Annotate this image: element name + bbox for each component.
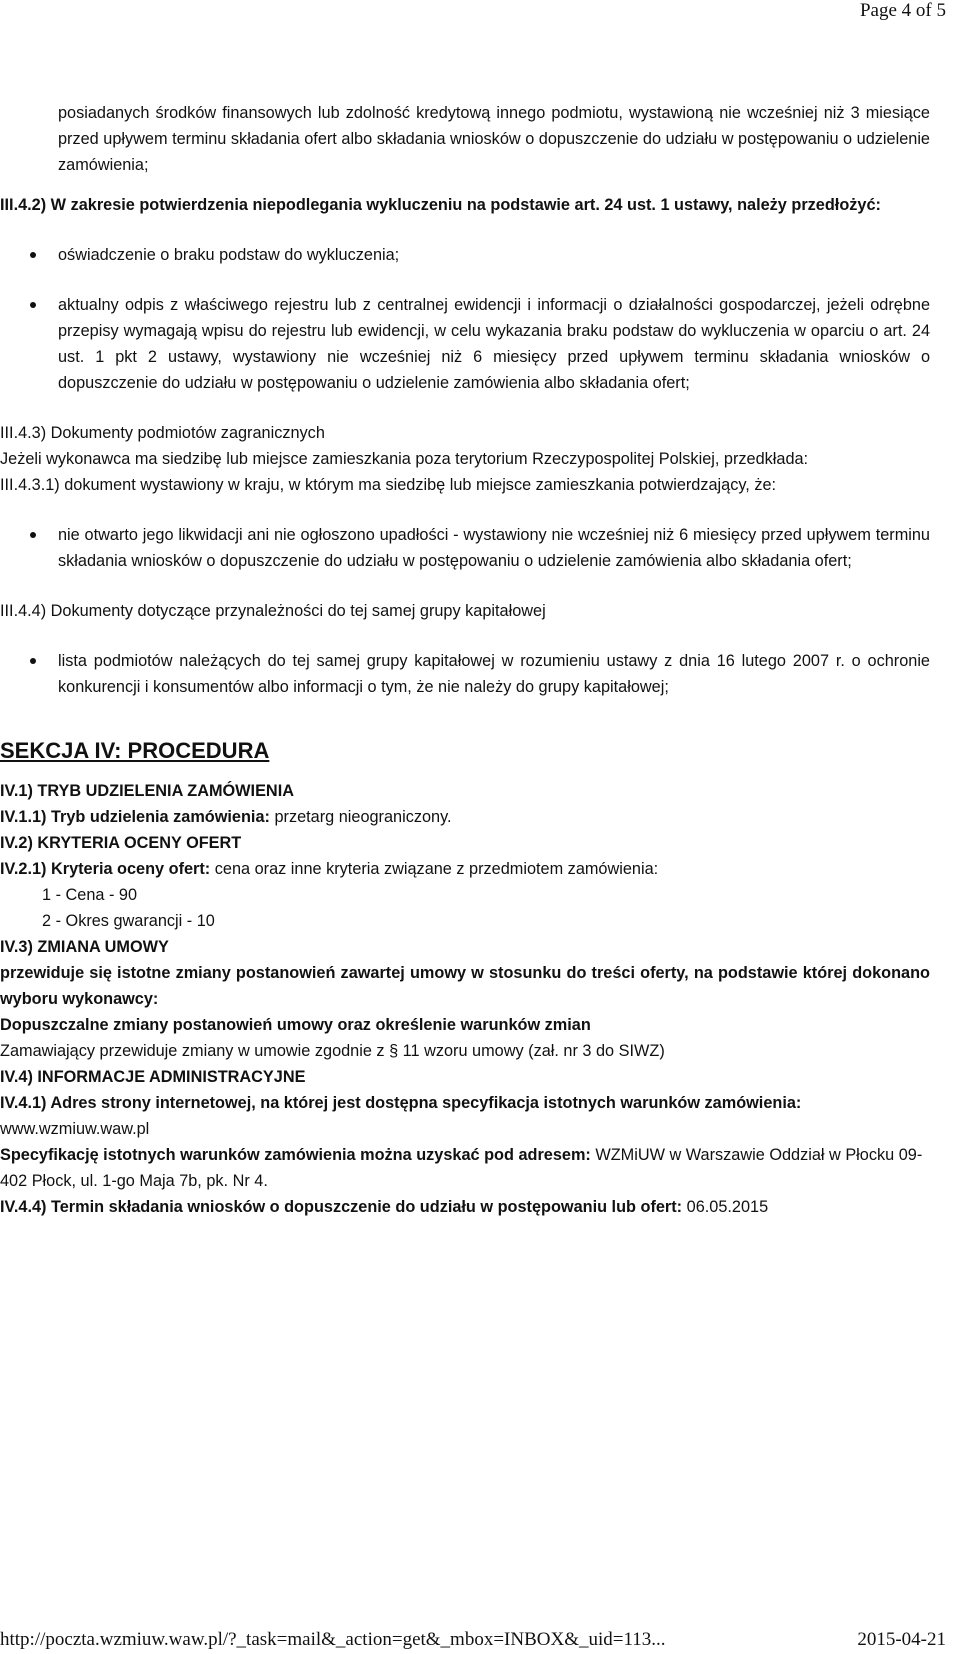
iv3-line-3: Zamawiający przewiduje zmiany w umowie zgodnie z § 11 wzoru umowy (zał. nr 3 do SIWZ) (0, 1042, 665, 1060)
iv4-heading: IV.4) INFORMACJE ADMINISTRACYJNE (0, 1068, 306, 1086)
section-3-4-2-list (0, 242, 930, 396)
list-item: oświadczenie o braku podstaw do wykluczenia; (0, 242, 930, 268)
bullet-icon (30, 658, 36, 664)
iv3-heading: IV.3) ZMIANA UMOWY (0, 938, 169, 956)
spec-address-line: Specyfikację istotnych warunków zamówienia można uzyskać pod adresem: WZMiUW w Warszawie Oddział w Płocku 09-402 Płock, ul. 1-go Maja 7b, pk. Nr 4. (0, 1146, 923, 1190)
section-3-4-3-text: Jeżeli wykonawca ma siedzibę lub miejsce zamieszkania poza terytorium Rzeczypospolitej Polskiej, przedkłada: (0, 450, 809, 468)
section-3-4-3-list (0, 522, 930, 574)
iv3-line-2: Dopuszczalne zmiany postanowień umowy oraz określenie warunków zmian (0, 1016, 591, 1034)
list-item: lista podmiotów należących do tej samej grupy kapitałowej w rozumieniu ustawy z dnia 16 lutego 2007 r. o ochronie konkurencji i konsumentów albo informacji o tym, że nie należy do grupy kapitałowej; (0, 648, 930, 700)
footer-url: http://poczta.wzmiuw.waw.pl/?_task=mail&_action=get&_mbox=INBOX&_uid=113... (0, 1629, 666, 1650)
section-3-4-4-heading: III.4.4) Dokumenty dotyczące przynależności do tej samej grupy kapitałowej (0, 602, 546, 620)
bullet-icon (30, 532, 36, 538)
section-3-4-3-heading: III.4.3) Dokumenty podmiotów zagranicznych (0, 424, 325, 442)
intro-paragraph: posiadanych środków finansowych lub zdolność kredytową innego podmiotu, wystawioną nie wcześniej niż 3 miesiące przed upływem terminu składania ofert albo składania wniosków o dopuszczenie do udziału w postępowaniu o udzielenie zamówienia; (58, 104, 930, 174)
list-item: nie otwarto jego likwidacji ani nie ogłoszono upadłości - wystawiony nie wcześniej niż 6 miesięcy przed upływem terminu składania wniosków o dopuszczenie do udziału w postępowaniu o udzielenie zamówienia albo składania ofert; (0, 522, 930, 574)
iv44-line: IV.4.4) Termin składania wniosków o dopuszczenie do udziału w postępowaniu lub ofert: 06.05.2015 (0, 1198, 769, 1216)
section-4-title: SEKCJA IV: PROCEDURA (0, 738, 270, 763)
criterion-2: 2 - Okres gwarancji - 10 (42, 912, 215, 930)
iv21-line: IV.2.1) Kryteria oceny ofert: cena oraz inne kryteria związane z przedmiotem zamówienia: (0, 860, 659, 878)
iv3-line-1: przewiduje się istotne zmiany postanowień zawartej umowy w stosunku do treści oferty, na podstawie której dokonano wyboru wykonawcy: (0, 964, 930, 1008)
criterion-1: 1 - Cena - 90 (42, 886, 138, 904)
bullet-icon (30, 252, 36, 258)
page-number: Page 4 of 5 (859, 0, 946, 21)
footer-date: 2015-04-21 (857, 1629, 946, 1650)
bullet-icon (30, 302, 36, 308)
iv11-line: IV.1.1) Tryb udzielenia zamówienia: przetarg nieograniczony. (0, 808, 452, 826)
iv41-line: IV.4.1) Adres strony internetowej, na której jest dostępna specyfikacja istotnych warunków zamówienia: www.wzmiuw.waw.pl (0, 1094, 802, 1138)
list-item: aktualny odpis z właściwego rejestru lub z centralnej ewidencji i informacji o działalności gospodarczej, jeżeli odrębne przepisy wymagają wpisu do rejestru lub ewidencji, w celu wykazania braku podstaw do wykluczenia w oparciu o art. 24 ust. 1 pkt 2 ustawy, wystawiony nie wcześniej niż 6 miesięcy przed upływem terminu składania wniosków o dopuszczenie do udziału w postępowaniu o udzielenie zamówienia albo składania ofert; (0, 292, 930, 396)
section-3-4-4-list (0, 648, 930, 700)
iv1-heading: IV.1) TRYB UDZIELENIA ZAMÓWIENIA (0, 782, 294, 800)
iv2-heading: IV.2) KRYTERIA OCENY OFERT (0, 834, 242, 852)
section-3-4-2-heading: III.4.2) W zakresie potwierdzenia niepodlegania wykluczeniu na podstawie art. 24 ust. 1 ustawy, należy przedłożyć: (0, 196, 881, 214)
section-3-4-3-1-text: III.4.3.1) dokument wystawiony w kraju, w którym ma siedzibę lub miejsce zamieszkania potwierdzający, że: (0, 476, 777, 494)
document-body (0, 100, 930, 1220)
